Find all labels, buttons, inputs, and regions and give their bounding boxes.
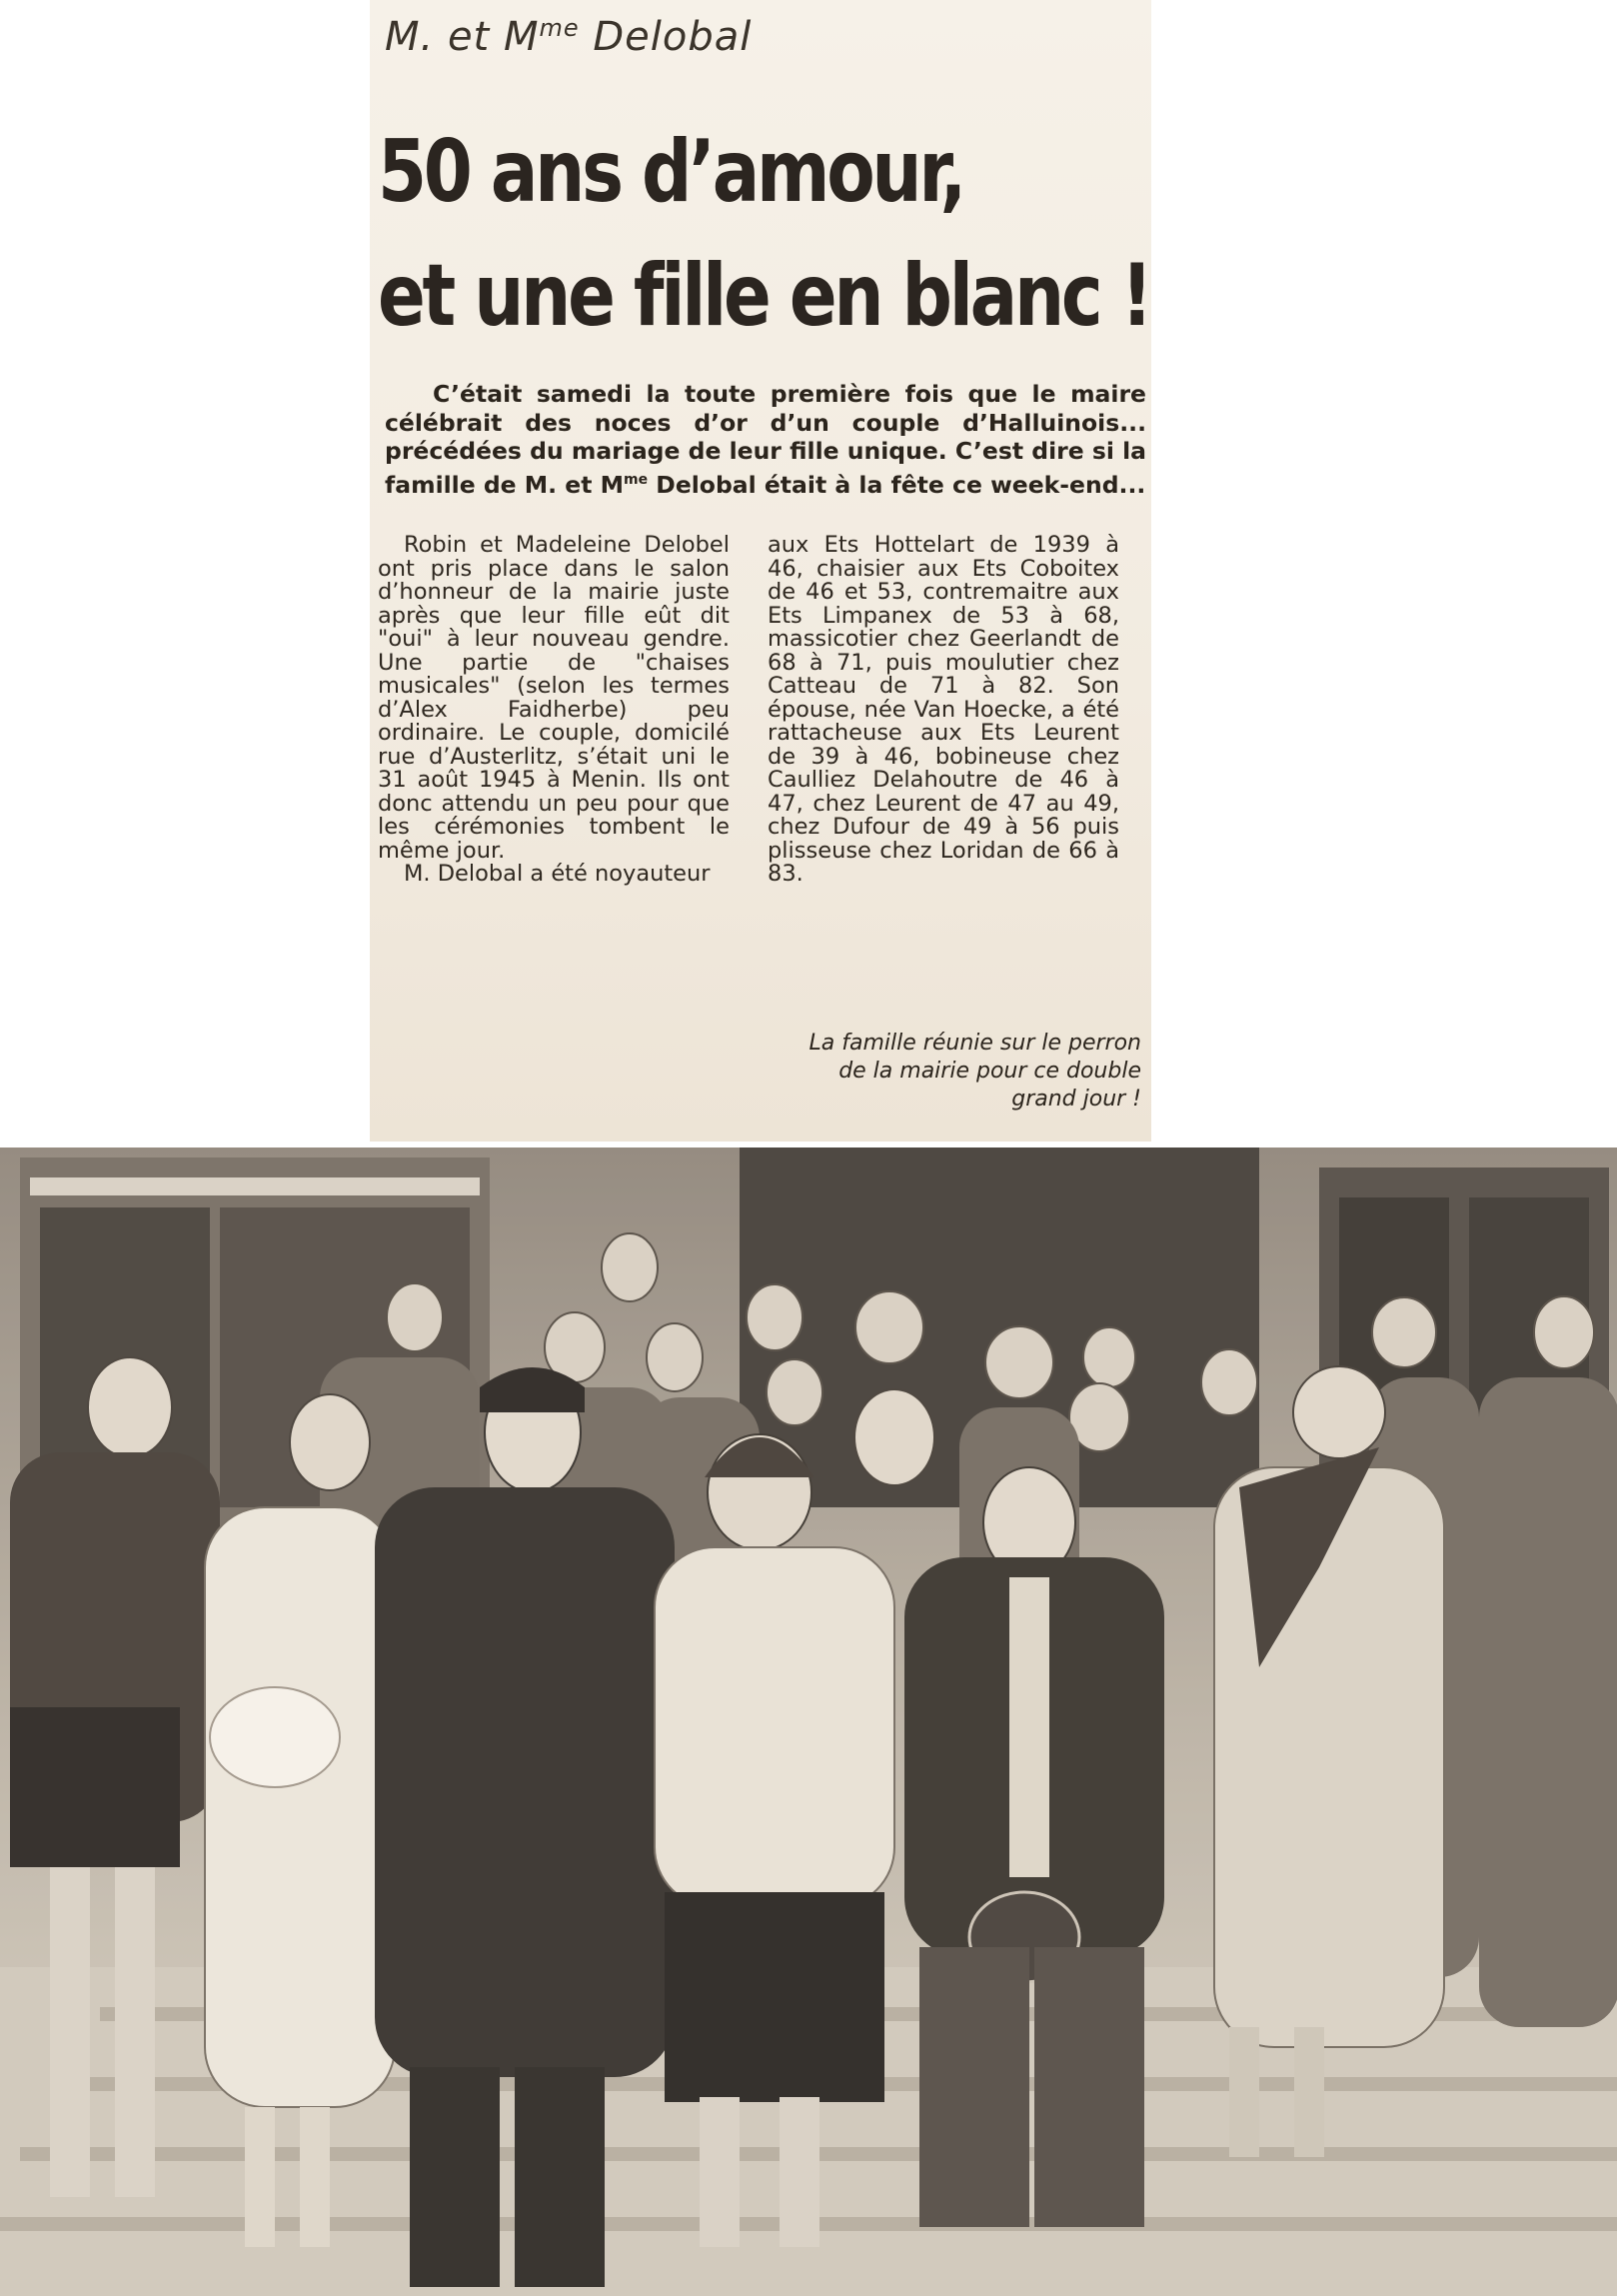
article-column-2	[768, 534, 1119, 887]
group-photo	[0, 1148, 1617, 2296]
article-lead	[385, 380, 1146, 499]
kicker-text: M. et M	[385, 14, 540, 60]
column-1-paragraph-2: M. Delobal a été noyauteur	[404, 861, 711, 887]
kicker-superscript: me	[539, 14, 580, 42]
lead-text-end: Delobal était à la fête ce week-end...	[648, 470, 1146, 499]
lead-text: C’était samedi la toute première fois que le maire célébrait des noces d’or d’un couple d’Halluinois... précédées du mariage de leur fille unique. C’est dire si la famille de M. et M	[385, 380, 1146, 499]
article-kicker	[385, 14, 752, 60]
column-2-paragraph: aux Ets Hottelart de 1939 à 46, chaisier aux Ets Coboitex de 46 et 53, contremaitre aux Ets Limpanex de 53 à 68, massicotier chez Geerlandt de 68 à 71, puis moulutier chez Catteau de 71 à 82. Son épouse, née Van Hoecke, a été rattacheuse aux Ets Leurent de 39 à 46, bobineuse chez Caulliez Delahoutre de 46 à 47, chez Leurent de 47 au 49, chez Dufour de 49 à 56 puis plisseuse chez Loridan de 66 à 83.	[768, 532, 1119, 887]
article-headline	[378, 110, 1150, 358]
headline-line-1: 50 ans d’amour,	[378, 122, 964, 222]
lead-superscript: me	[624, 471, 649, 488]
kicker-name: Delobal	[579, 14, 753, 60]
column-1-paragraph-1: Robin et Madeleine Delobel ont pris place dans le salon d’honneur de la mairie juste après que leur fille eût dit "oui" à leur nouveau gendre. Une partie de "chaises musicales" (selon les termes d’Alex Faidherbe) peu ordinaire. Le couple, domicilé rue d’Austerlitz, s’était uni le 31 août 1945 à Menin. Ils ont donc attendu un peu pour que les cérémonies tombent le même jour.	[378, 532, 730, 864]
headline-line-2: et une fille en blanc !	[378, 246, 1150, 346]
article-column-1	[378, 534, 730, 887]
photo-caption: La famille réunie sur le perron de la mairie pour ce double grand jour !	[808, 1031, 1141, 1112]
group-photo-illustration	[0, 1148, 1617, 2296]
